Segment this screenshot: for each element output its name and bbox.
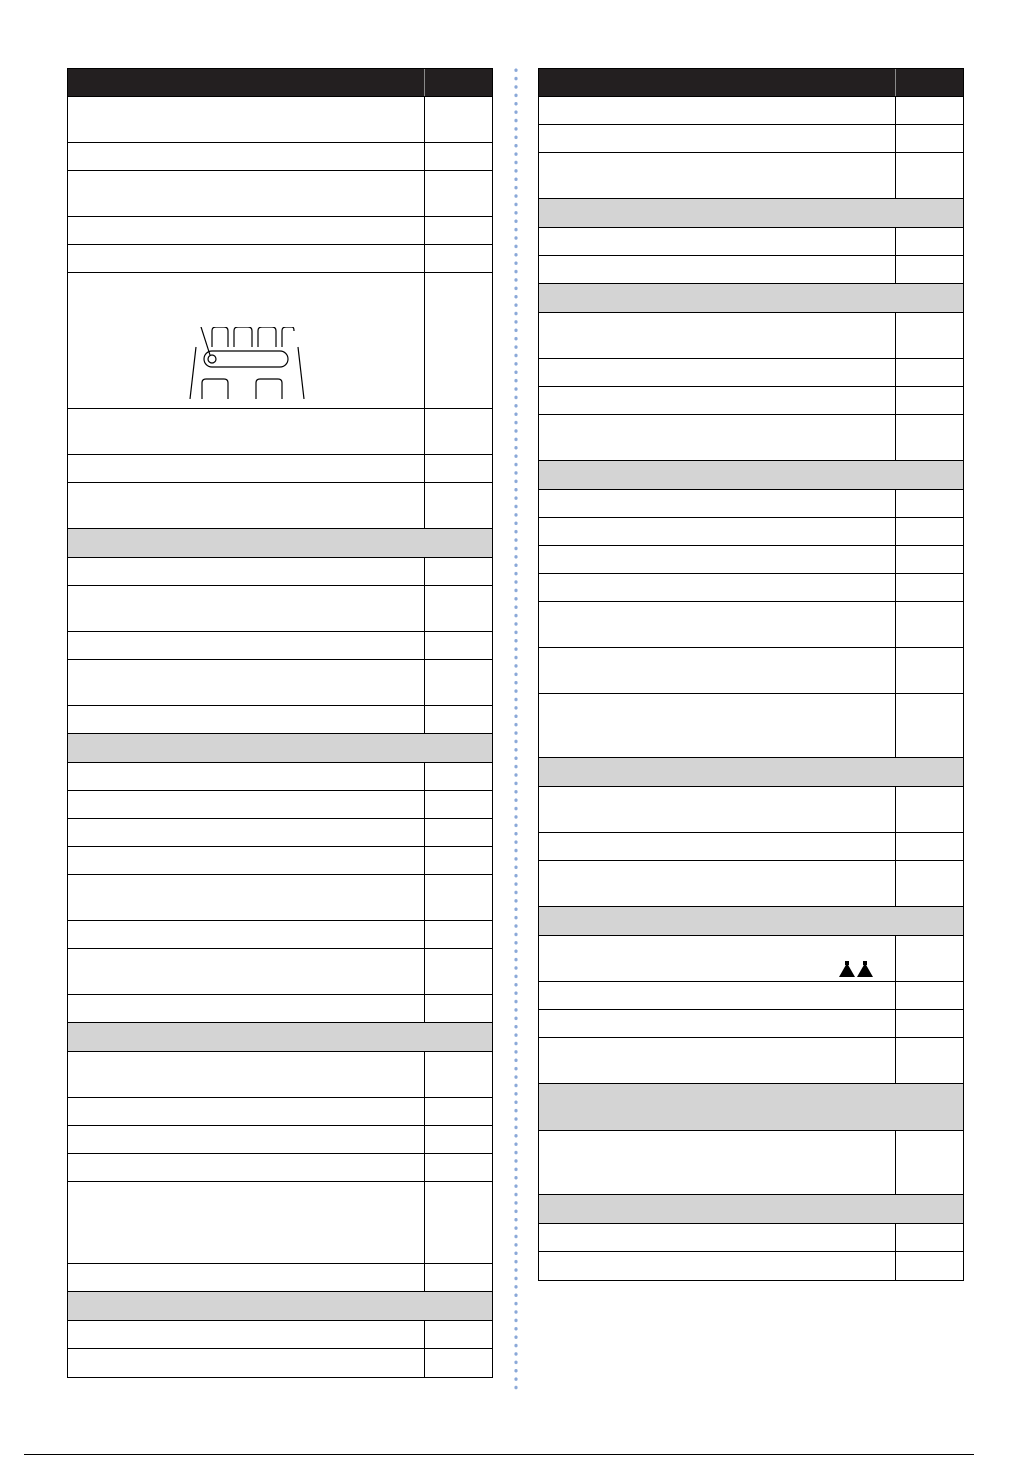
section-row [68, 734, 492, 763]
page-cell [895, 546, 963, 573]
table-row [68, 217, 492, 245]
section-row [539, 199, 963, 228]
section-cell [68, 529, 492, 557]
table-row [539, 1131, 963, 1195]
item-cell [68, 97, 424, 142]
table-row [539, 861, 963, 907]
item-cell [68, 69, 424, 96]
section-row [539, 1084, 963, 1131]
page-cell [895, 787, 963, 832]
column-divider [514, 66, 518, 1392]
table-row [68, 819, 492, 847]
section-cell [539, 461, 963, 489]
footer-rule [24, 1454, 974, 1455]
item-cell [68, 273, 424, 408]
section-cell [68, 734, 492, 762]
section-cell [68, 1292, 492, 1320]
section-row [539, 758, 963, 787]
page-cell [424, 847, 492, 874]
table-row [68, 143, 492, 171]
item-cell [68, 483, 424, 528]
page-cell [895, 1038, 963, 1083]
page-cell [424, 586, 492, 631]
table-row [68, 1154, 492, 1182]
table-row [68, 483, 492, 529]
page-cell [424, 660, 492, 705]
section-cell [539, 907, 963, 935]
table-row [539, 694, 963, 758]
page-cell [424, 1182, 492, 1263]
page-cell [424, 1126, 492, 1153]
item-cell [539, 415, 895, 460]
page-cell [895, 125, 963, 152]
item-cell [539, 97, 895, 124]
item-cell [539, 153, 895, 198]
item-cell [539, 936, 895, 981]
page-cell [424, 69, 492, 96]
section-row [68, 1292, 492, 1321]
item-cell [68, 143, 424, 170]
page-cell [895, 228, 963, 255]
item-cell [539, 602, 895, 647]
section-row [539, 461, 963, 490]
item-cell [68, 1264, 424, 1291]
table-row [68, 1098, 492, 1126]
page-cell [895, 936, 963, 981]
page-cell [895, 1252, 963, 1280]
table-row [68, 558, 492, 586]
remote-slot-illustration-icon [168, 327, 318, 399]
item-cell [539, 387, 895, 414]
table-row [68, 660, 492, 706]
table-row [539, 936, 963, 982]
item-cell [68, 171, 424, 216]
page-cell [424, 1349, 492, 1377]
table-row [68, 1126, 492, 1154]
page-cell [895, 982, 963, 1009]
item-cell [68, 875, 424, 920]
page-cell [424, 171, 492, 216]
table-row [68, 949, 492, 995]
section-cell [539, 1084, 963, 1130]
table-row [539, 490, 963, 518]
table-row [68, 1321, 492, 1349]
page-cell [424, 632, 492, 659]
table-row [539, 787, 963, 833]
page-cell [424, 1098, 492, 1125]
item-cell [539, 1131, 895, 1194]
double-triangle-symbol-icon [839, 961, 873, 977]
item-cell [539, 787, 895, 832]
page-cell [895, 359, 963, 386]
page-cell [895, 833, 963, 860]
page-cell [895, 1010, 963, 1037]
table-row [68, 875, 492, 921]
table-row [68, 763, 492, 791]
section-cell [539, 758, 963, 786]
page-cell [424, 1052, 492, 1097]
page-cell [895, 518, 963, 545]
page-cell [895, 648, 963, 693]
item-cell [68, 1126, 424, 1153]
item-cell [68, 217, 424, 244]
table-row [68, 455, 492, 483]
page-cell [424, 763, 492, 790]
section-cell [539, 199, 963, 227]
item-cell [539, 69, 895, 96]
page-cell [424, 791, 492, 818]
table-row [68, 1182, 492, 1264]
page-cell [895, 694, 963, 757]
table-row [68, 1052, 492, 1098]
table-row [68, 847, 492, 875]
item-cell [539, 125, 895, 152]
item-cell [539, 228, 895, 255]
table-row [539, 982, 963, 1010]
item-cell [539, 518, 895, 545]
page-cell [424, 1264, 492, 1291]
section-cell [68, 1023, 492, 1051]
section-row [68, 1023, 492, 1052]
page-cell [424, 455, 492, 482]
item-cell [68, 847, 424, 874]
page-cell [895, 387, 963, 414]
table-row [68, 921, 492, 949]
table-right [538, 68, 964, 1281]
page-cell [895, 69, 963, 96]
page-cell [424, 273, 492, 408]
item-cell [68, 558, 424, 585]
table-row [539, 1010, 963, 1038]
item-cell [539, 982, 895, 1009]
item-cell [68, 763, 424, 790]
item-cell [68, 1098, 424, 1125]
table-row [68, 995, 492, 1023]
table-row [68, 632, 492, 660]
page-cell [895, 415, 963, 460]
item-cell [68, 1182, 424, 1263]
item-cell [68, 1349, 424, 1377]
table-row [68, 245, 492, 273]
section-row [68, 529, 492, 558]
section-cell [539, 284, 963, 312]
page-cell [895, 256, 963, 283]
item-cell [68, 921, 424, 948]
table-row [539, 125, 963, 153]
item-cell [68, 245, 424, 272]
table-left [67, 68, 493, 1378]
table-row [539, 256, 963, 284]
table-row [68, 171, 492, 217]
item-cell [539, 256, 895, 283]
page-cell [895, 490, 963, 517]
page-cell [895, 153, 963, 198]
table-row [539, 833, 963, 861]
table-row [539, 228, 963, 256]
table-row [68, 1264, 492, 1292]
section-row [539, 1195, 963, 1224]
page-cell [895, 97, 963, 124]
page-cell [424, 706, 492, 733]
table-row [539, 153, 963, 199]
page-cell [424, 97, 492, 142]
page-cell [424, 143, 492, 170]
item-cell [539, 861, 895, 906]
item-cell [539, 833, 895, 860]
item-cell [68, 1321, 424, 1348]
page-cell [424, 217, 492, 244]
item-cell [539, 359, 895, 386]
section-row [539, 907, 963, 936]
page-cell [424, 1154, 492, 1181]
table-row [539, 313, 963, 359]
table-row [539, 1252, 963, 1280]
table-header-row [539, 69, 963, 97]
page-cell [895, 313, 963, 358]
item-cell [539, 648, 895, 693]
page-cell [424, 819, 492, 846]
page-cell [424, 483, 492, 528]
item-cell [68, 949, 424, 994]
page-cell [424, 921, 492, 948]
item-cell [539, 1252, 895, 1280]
item-cell [68, 791, 424, 818]
item-cell [539, 546, 895, 573]
item-cell [68, 1052, 424, 1097]
page-cell [424, 875, 492, 920]
page-cell [424, 245, 492, 272]
item-cell [68, 409, 424, 454]
item-cell [539, 1038, 895, 1083]
table-row [539, 518, 963, 546]
item-cell [539, 574, 895, 601]
table-row [539, 387, 963, 415]
table-row [68, 97, 492, 143]
item-cell [539, 313, 895, 358]
item-cell [68, 995, 424, 1022]
item-cell [68, 819, 424, 846]
page-cell [895, 602, 963, 647]
page-cell [895, 574, 963, 601]
item-cell [539, 1010, 895, 1037]
item-cell [539, 490, 895, 517]
page-cell [424, 1321, 492, 1348]
table-row [68, 791, 492, 819]
page-cell [424, 558, 492, 585]
item-cell [68, 660, 424, 705]
page-cell [424, 949, 492, 994]
table-row [539, 1224, 963, 1252]
section-cell [539, 1195, 963, 1223]
section-row [539, 284, 963, 313]
table-row [68, 409, 492, 455]
table-header-row [68, 69, 492, 97]
table-row [539, 546, 963, 574]
table-row [539, 602, 963, 648]
page-cell [424, 995, 492, 1022]
table-row [68, 273, 492, 409]
page-cell [424, 409, 492, 454]
table-row [539, 97, 963, 125]
table-row [68, 706, 492, 734]
table-row [539, 648, 963, 694]
table-row [539, 359, 963, 387]
page-cell [895, 1224, 963, 1251]
item-cell [539, 1224, 895, 1251]
item-cell [68, 706, 424, 733]
item-cell [68, 1154, 424, 1181]
table-row [539, 415, 963, 461]
table-row [539, 1038, 963, 1084]
item-cell [539, 694, 895, 757]
item-cell [68, 586, 424, 631]
item-cell [68, 632, 424, 659]
item-cell [68, 455, 424, 482]
page-cell [895, 861, 963, 906]
table-row [539, 574, 963, 602]
table-row [68, 586, 492, 632]
table-row [68, 1349, 492, 1377]
page-cell [895, 1131, 963, 1194]
